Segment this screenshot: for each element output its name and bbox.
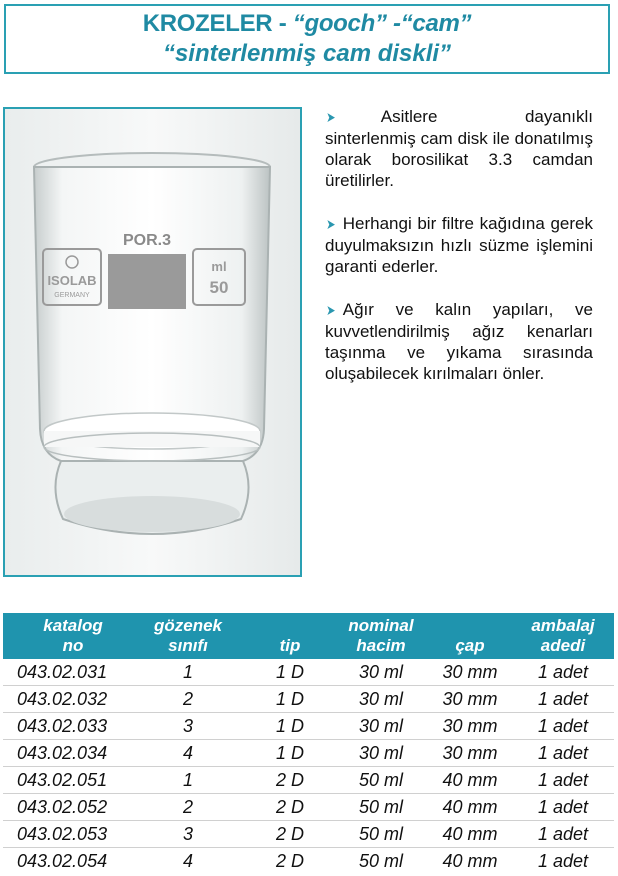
cell-cap: 40 mm [442, 851, 498, 871]
arrow-right-icon: ➤ [326, 216, 336, 232]
table-row [3, 793, 614, 820]
cell-hacim: 50 ml [358, 797, 403, 817]
header-nominal-1: nominal [348, 616, 414, 635]
cell-gozenek: 4 [182, 851, 193, 871]
header-gozenek-1: gözenek [153, 616, 223, 635]
table-row [3, 739, 614, 766]
cell-ambalaj: 1 adet [537, 851, 589, 871]
cell-gozenek: 2 [182, 797, 193, 817]
title-line-2: “sinterlenmiş cam diskli” [162, 40, 452, 67]
header-gozenek-2: sınıfı [168, 636, 208, 655]
header-ambalaj-2: adedi [540, 636, 586, 655]
cell-katalog: 043.02.034 [17, 743, 108, 763]
arrow-right-icon: ➤ [326, 109, 336, 125]
cell-ambalaj: 1 adet [537, 770, 589, 790]
table-row [3, 847, 614, 874]
cell-hacim: 30 ml [358, 743, 403, 763]
cell-katalog: 043.02.033 [17, 716, 108, 736]
cell-cap: 30 mm [442, 716, 498, 736]
cell-ambalaj: 1 adet [537, 743, 589, 763]
cell-gozenek: 1 [182, 662, 193, 682]
table-body [3, 659, 614, 874]
cell-hacim: 30 ml [358, 716, 403, 736]
cell-katalog: 043.02.054 [17, 851, 108, 871]
bullet-text: Asitlere dayanıklı sinterlenmiş cam disk ile donatılmış olarak borosilikat 3.3 camdan üretilirler. [325, 107, 593, 190]
photo-brand-label: ISOLAB [47, 273, 97, 288]
title-italic: “gooch” -“cam” [292, 10, 472, 37]
bullet-item [325, 299, 593, 384]
table-header [3, 613, 614, 659]
cell-cap: 40 mm [442, 797, 498, 817]
cell-tip: 1 D [275, 689, 304, 709]
cell-ambalaj: 1 adet [537, 797, 589, 817]
cell-tip: 2 D [275, 770, 304, 790]
photo-country-label: GERMANY [54, 292, 90, 299]
cell-tip: 2 D [275, 797, 304, 817]
cell-cap: 30 mm [442, 662, 498, 682]
cell-gozenek: 4 [182, 743, 193, 763]
cell-katalog: 043.02.032 [17, 689, 108, 709]
cell-hacim: 30 ml [358, 689, 403, 709]
cell-ambalaj: 1 adet [537, 689, 589, 709]
cell-hacim: 50 ml [358, 770, 403, 790]
header-ambalaj-1: ambalaj [531, 616, 595, 635]
cell-cap: 40 mm [442, 824, 498, 844]
header-katalog-1: katalog [43, 616, 103, 635]
cell-tip: 1 D [275, 662, 304, 682]
bullet-text: Herhangi bir filtre kağıdına gerek duyulmaksızın hızlı süzme işlemini garanti ederler. [325, 214, 593, 276]
cell-hacim: 50 ml [358, 824, 403, 844]
title-box [4, 4, 610, 74]
cell-tip: 2 D [275, 824, 304, 844]
cell-ambalaj: 1 adet [537, 662, 589, 682]
bullet-text: Ağır ve kalın yapıları, ve kuvvetlendirilmiş ağız kenarları taşınma ve yıkama sırasında oluşabilecek kırılmaları önler. [325, 300, 593, 383]
arrow-right-icon: ➤ [326, 302, 336, 318]
cell-hacim: 30 ml [358, 662, 403, 682]
description [325, 106, 593, 406]
header-tip: tip [279, 636, 301, 655]
product-photo [3, 107, 302, 577]
cell-gozenek: 3 [182, 716, 193, 736]
header-cap: çap [455, 636, 485, 655]
cell-gozenek: 1 [182, 770, 193, 790]
product-table [3, 613, 614, 874]
photo-por-label: POR.3 [122, 232, 172, 249]
table-row [3, 659, 614, 685]
cell-ambalaj: 1 adet [537, 824, 589, 844]
title-prefix: KROZELER - [142, 10, 293, 37]
cell-katalog: 043.02.031 [17, 662, 108, 682]
table-row [3, 712, 614, 739]
cell-katalog: 043.02.051 [17, 770, 108, 790]
cell-cap: 30 mm [442, 743, 498, 763]
table-row [3, 685, 614, 712]
cell-tip: 2 D [275, 851, 304, 871]
title-line-1 [6, 10, 608, 38]
cell-katalog: 043.02.053 [17, 824, 108, 844]
cell-gozenek: 2 [182, 689, 193, 709]
bullet-item [325, 213, 593, 277]
header-nominal-2: hacim [356, 636, 406, 655]
cell-cap: 30 mm [442, 689, 498, 709]
table-row [3, 766, 614, 793]
cell-tip: 1 D [275, 743, 304, 763]
cell-tip: 1 D [275, 716, 304, 736]
bullet-item [325, 106, 593, 191]
photo-volume-label: 50 [209, 278, 229, 297]
cell-cap: 40 mm [442, 770, 498, 790]
cell-ambalaj: 1 adet [537, 716, 589, 736]
header-katalog-2: no [62, 636, 84, 655]
cell-gozenek: 3 [182, 824, 193, 844]
cell-hacim: 50 ml [358, 851, 403, 871]
photo-unit-label: ml [211, 259, 227, 274]
glass-crucible-photo [5, 109, 300, 575]
table-row [3, 820, 614, 847]
cell-katalog: 043.02.052 [17, 797, 108, 817]
